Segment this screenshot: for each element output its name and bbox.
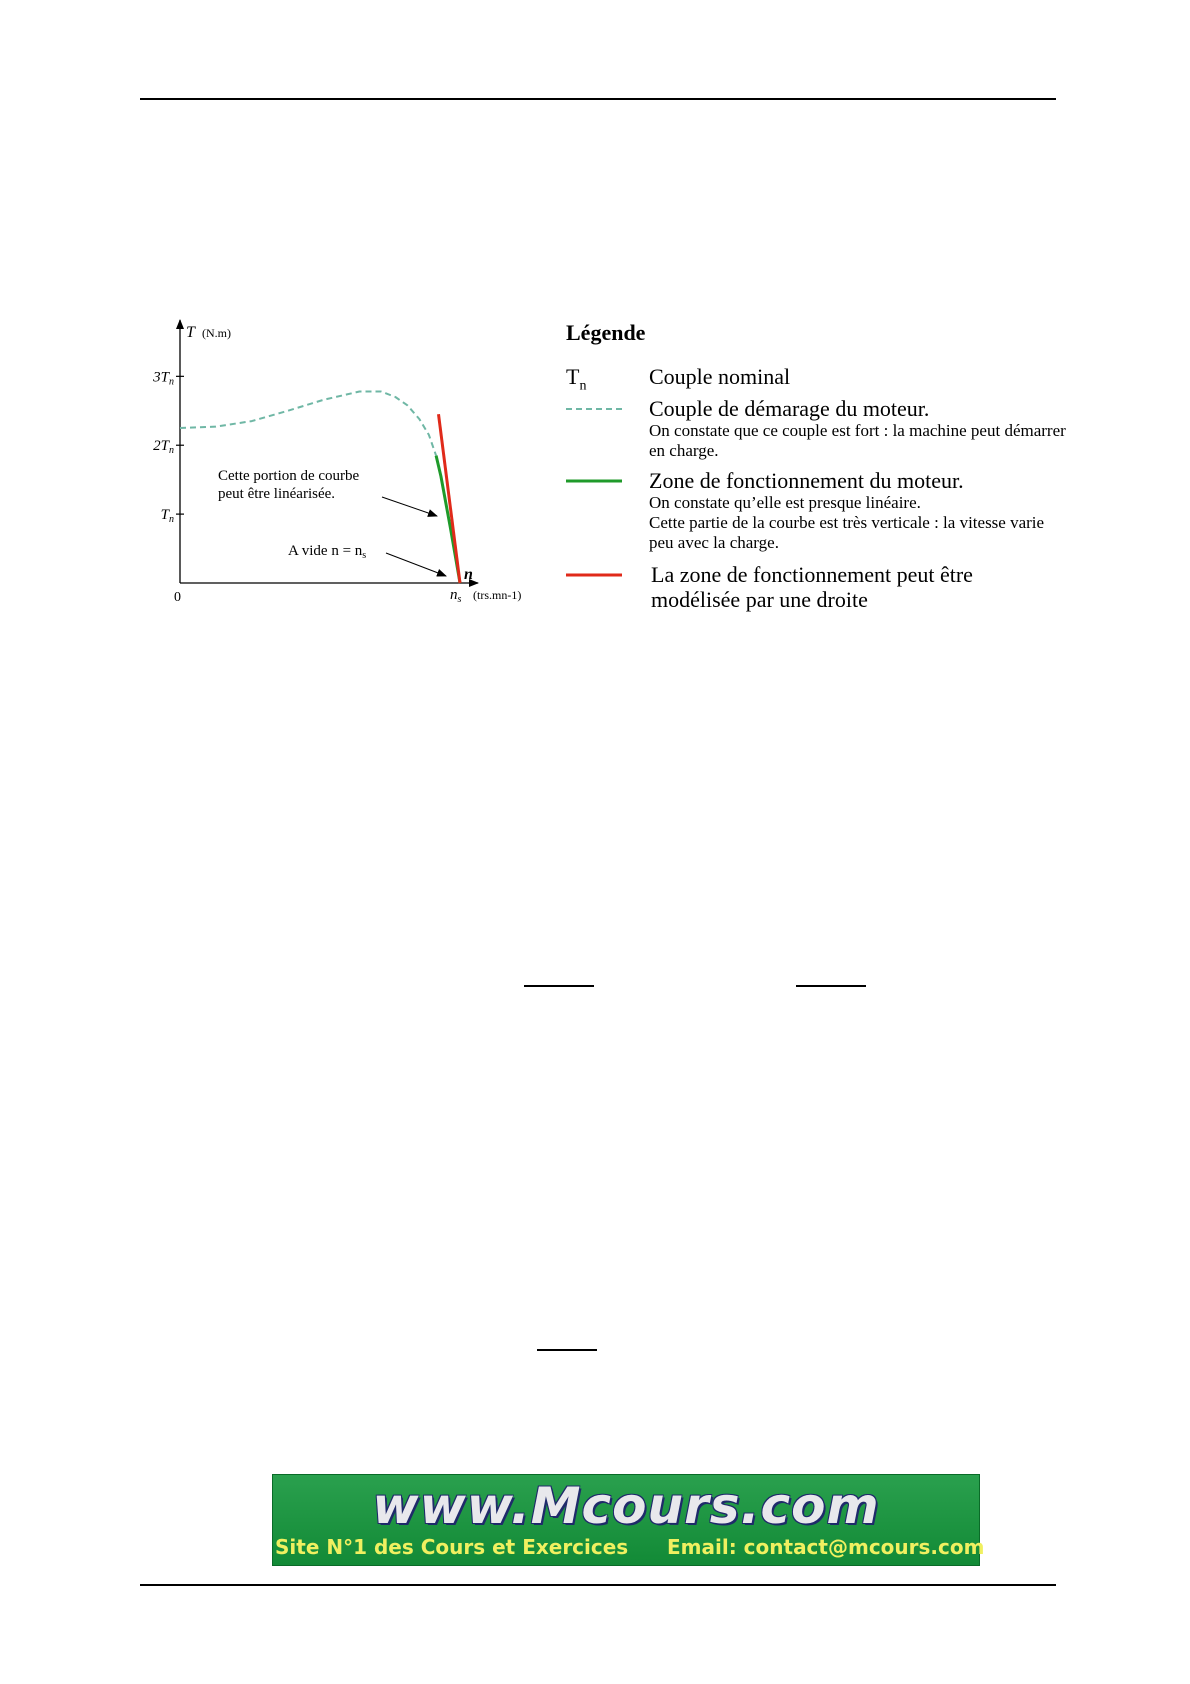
x-axis-unit: (trs.mn-1) [473, 588, 522, 602]
footer-rule [140, 1584, 1056, 1586]
y-axis-unit: (N.m) [202, 326, 231, 340]
legend-linear-label-1: La zone de fonctionnement peut être [651, 562, 973, 587]
x-tick-ns-sub: s [457, 594, 462, 605]
legend-symbol-tn-main: T [566, 364, 580, 389]
y-tick-label-1: $T_n$ [160, 507, 174, 526]
x-tick-ns [450, 587, 462, 605]
x-axis-label: n [464, 566, 473, 583]
legend-nominal-label: Couple nominal [649, 364, 791, 389]
x-tick-ns-main: n [450, 587, 458, 603]
series-line-3 [439, 414, 461, 583]
banner-email[interactable]: Email: contact@mcours.com [667, 1535, 985, 1559]
fraction-bar [796, 985, 866, 987]
fraction-bar [524, 985, 594, 987]
y-tick-label-3: $3T_n$ [153, 369, 174, 388]
legend-symbol-tn [566, 364, 586, 394]
series-line-1 [180, 392, 436, 456]
legend-operating-note-2: Cette partie de la courbe est très verticale : la vitesse varie peu avec la charge. [649, 513, 1045, 552]
legend-symbol-red [566, 562, 622, 588]
annotation-no-load-main: A vide n = n [288, 543, 363, 559]
annotation-no-load-sub: s [362, 550, 367, 561]
fraction-bar [537, 1349, 597, 1351]
legend-symbol-green [566, 468, 622, 494]
legend-operating-label: Zone de fonctionnement du moteur. [649, 468, 964, 493]
annotation-line-2: peut être linéarisée. [218, 486, 336, 502]
banner-tagline: Site N°1 des Cours et Exercices [275, 1535, 629, 1559]
legend-symbol-dashed [566, 396, 622, 422]
legend-linear-label-2: modélisée par une droite [651, 587, 868, 612]
legend-starting-note: On constate que ce couple est fort : la machine peut démarrer en charge. [649, 421, 1066, 460]
annotation-line-1: Cette portion de courbe [218, 468, 360, 484]
header-rule [140, 98, 1056, 100]
legend-starting-label: Couple de démarage du moteur. [649, 396, 930, 421]
y-axis-label: T [186, 324, 195, 341]
annotation-no-load [288, 543, 366, 561]
y-tick-label-2: $2T_n$ [153, 438, 174, 457]
legend-operating-note-1: On constate qu’elle est presque linéaire. [649, 493, 921, 512]
mcours-banner[interactable] [272, 1474, 985, 1566]
annotation-linearisable [218, 468, 363, 502]
annotation-arrow-2 [386, 553, 446, 576]
torque-speed-chart [130, 315, 550, 615]
banner-url[interactable]: www.Mcours.com [372, 1477, 880, 1535]
legend-symbol-tn-sub: n [579, 378, 587, 394]
legend-title: Légende [566, 320, 646, 345]
annotation-arrow-1 [382, 497, 437, 516]
origin-label: 0 [174, 590, 181, 605]
